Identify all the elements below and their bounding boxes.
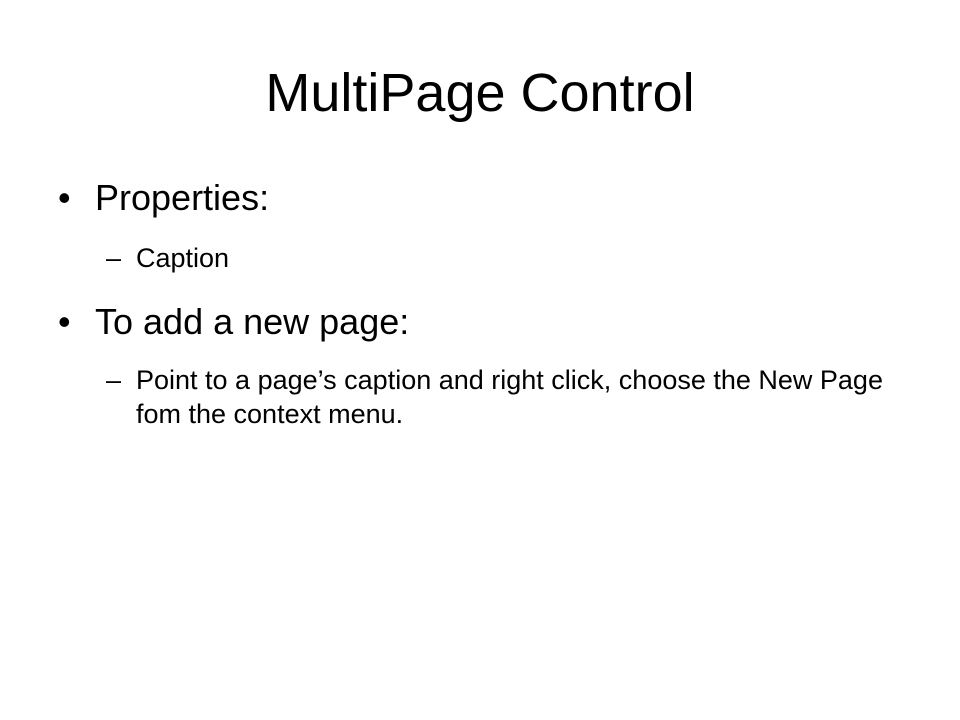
dash-icon: – (106, 243, 122, 273)
bullet-icon: • (58, 177, 71, 218)
slide-title: MultiPage Control (265, 63, 695, 123)
bullet-text: Properties: (95, 177, 270, 218)
sub-item-text: Caption (136, 243, 230, 273)
sub-item-text: Point to a page’s caption and right click, choose the New Page fom the context menu. (136, 365, 883, 429)
bullet-icon: • (58, 301, 71, 342)
bullet-text: To add a new page: (95, 301, 410, 342)
dash-icon: – (106, 365, 122, 395)
